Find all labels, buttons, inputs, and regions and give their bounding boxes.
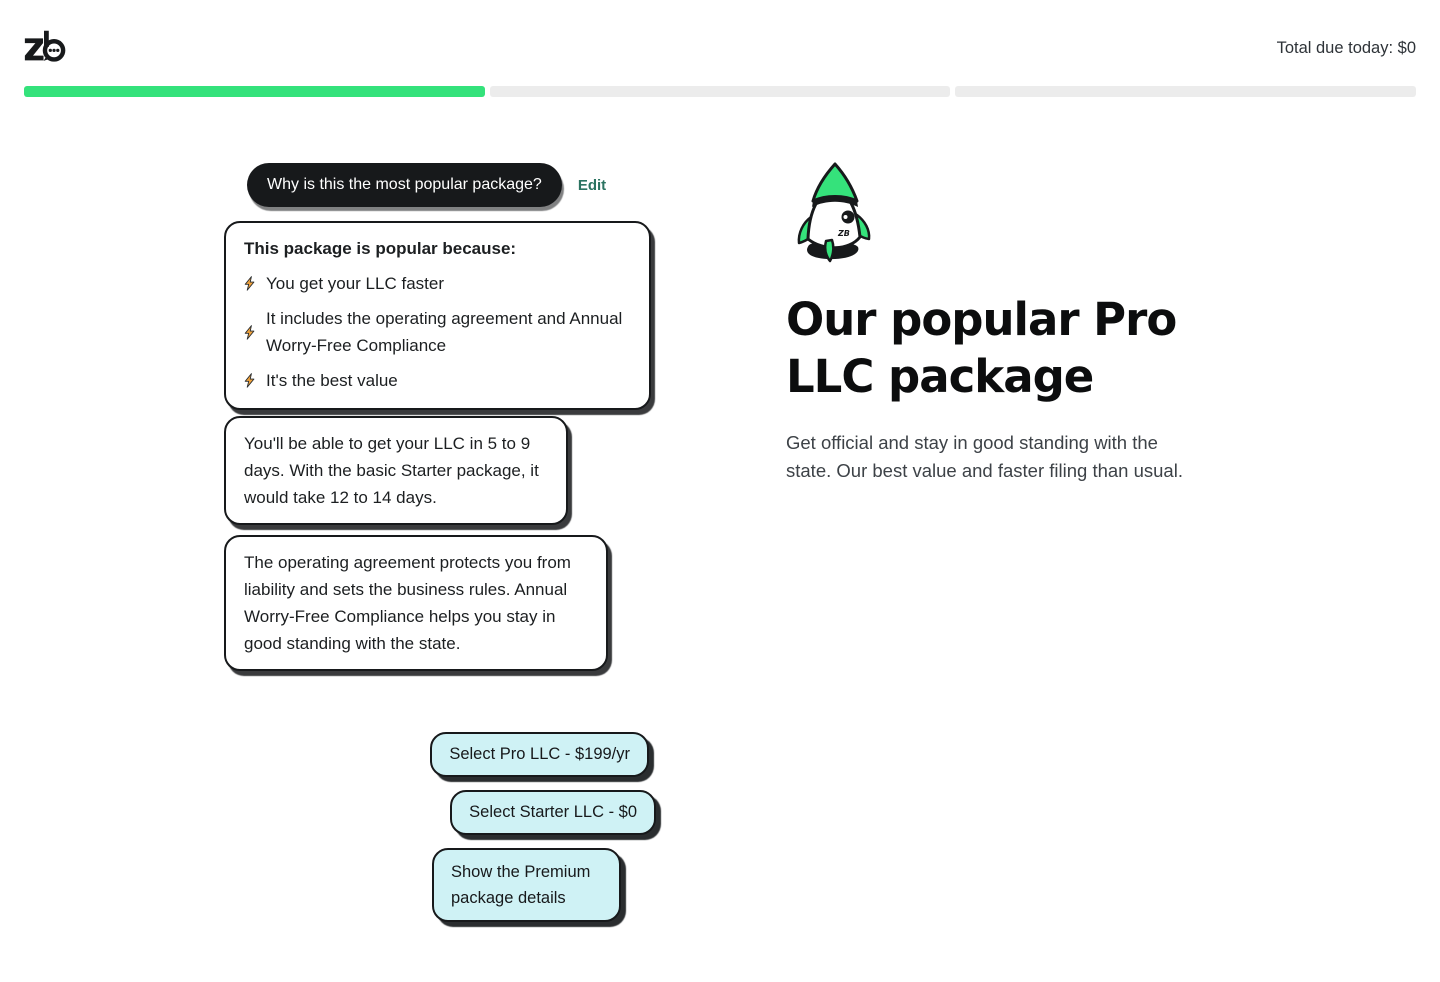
message-text: You'll be able to get your LLC in 5 to 9 days. With the basic Starter package, it would take 12 to 14 days.	[244, 434, 539, 507]
benefit-item	[244, 367, 631, 394]
benefit-item	[244, 270, 631, 297]
rocket-illustration	[795, 161, 875, 263]
select-pro-llc-button[interactable]: Select Pro LLC - $199/yr	[430, 732, 649, 777]
total-due-label: Total due today: $0	[1276, 39, 1416, 57]
lightning-icon	[244, 276, 255, 291]
show-premium-details-button[interactable]: Show the Premium package details	[432, 848, 621, 922]
message-card-popular	[224, 221, 651, 410]
action-buttons	[224, 732, 656, 922]
progress-bar	[24, 86, 1416, 97]
package-subtitle: Get official and stay in good standing with the state. Our best value and faster filing than usual.	[786, 432, 1183, 481]
package-title	[786, 291, 1216, 405]
benefit-item	[244, 305, 631, 359]
package-title-line: Our popular Pro	[786, 293, 1177, 346]
benefit-text: It's the best value	[266, 371, 398, 390]
card-title: This package is popular because:	[244, 239, 517, 258]
progress-segment-3	[955, 86, 1416, 97]
progress-segment-1	[24, 86, 485, 97]
message-card-timing	[224, 416, 568, 525]
message-card-agreement	[224, 535, 608, 671]
question-bubble: Why is this the most popular package?	[247, 163, 562, 207]
benefit-text: It includes the operating agreement and Annual Worry-Free Compliance	[266, 309, 623, 355]
message-text: The operating agreement protects you from liability and sets the business rules. Annual Worry-Free Compliance helps you stay in good standing with the state.	[244, 553, 571, 653]
lightning-icon	[244, 373, 255, 388]
package-title-line: LLC package	[786, 350, 1094, 403]
benefit-list	[244, 270, 631, 394]
progress-segment-2	[490, 86, 951, 97]
edit-button[interactable]: Edit	[577, 176, 607, 194]
header-bar	[0, 0, 1440, 80]
chat-panel	[224, 163, 656, 922]
question-row	[247, 163, 656, 207]
svg-text:ZB: ZB	[838, 229, 850, 238]
lightning-icon	[244, 325, 255, 340]
select-starter-llc-button[interactable]: Select Starter LLC - $0	[450, 790, 656, 835]
zenbusiness-logo-icon	[22, 28, 66, 66]
benefit-text: You get your LLC faster	[266, 274, 444, 293]
